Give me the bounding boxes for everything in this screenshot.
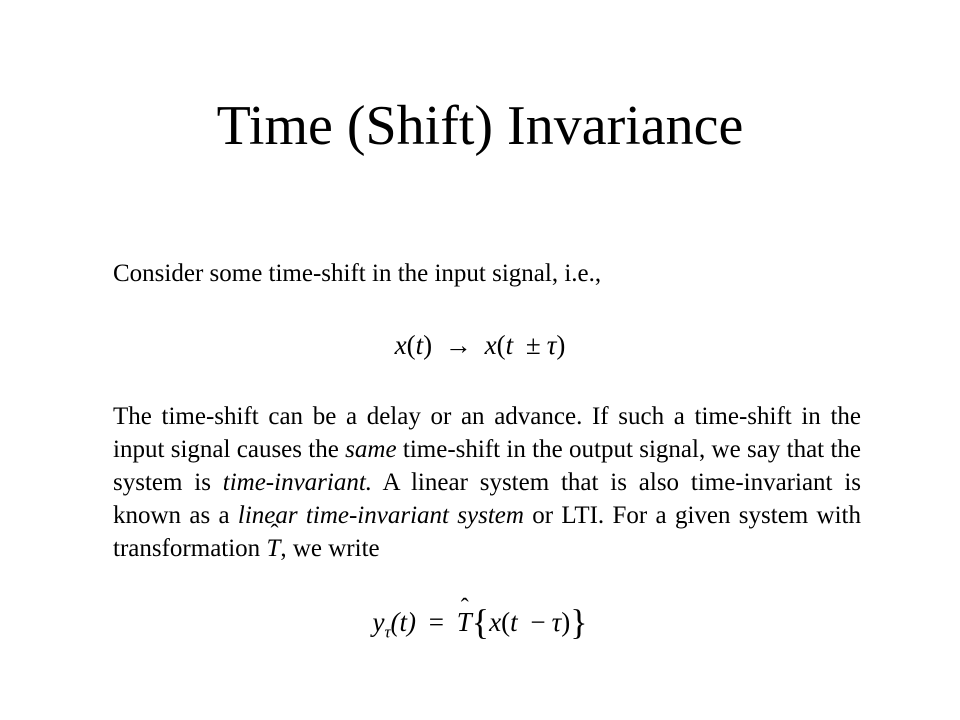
para-part-2: time-shift in the output signal, we say that the system is: [113, 436, 861, 496]
eq-plus-minus: ±: [525, 330, 541, 360]
eq-rhs-arg: t: [505, 330, 514, 360]
para-emphasis-time-invariant: time-invariant.: [222, 469, 373, 496]
eq2-equals: =: [428, 607, 445, 637]
para-emphasis-lti: linear time-invariant system: [237, 502, 524, 529]
eq-lhs-close: ): [423, 330, 433, 360]
eq2-inner-open: (: [501, 607, 511, 637]
eq2-lhs-subscript: τ: [384, 622, 391, 642]
eq2-inner-var: x: [489, 607, 502, 637]
equation-output: [0, 604, 960, 650]
eq-rhs-var: x: [484, 330, 497, 360]
para-operator-t-hat: ˆ T: [266, 532, 280, 565]
definition-paragraph: [113, 400, 861, 565]
para-emphasis-same: same: [345, 436, 397, 463]
eq-arrow: →: [444, 330, 472, 360]
eq-lhs-var: x: [394, 330, 407, 360]
eq2-open-brace: {: [471, 602, 490, 642]
eq2-minus: −: [530, 607, 546, 637]
eq-rhs-close: ): [556, 330, 566, 360]
equation-time-shift: [0, 327, 960, 363]
eq-lhs-open: (: [406, 330, 416, 360]
para-part-3: A linear system that is also time-invariant is known as a: [113, 469, 861, 529]
eq2-inner-tau: τ: [551, 607, 562, 637]
slide-title: Time (Shift) Invariance: [216, 95, 744, 157]
para-part-1: The time-shift can be a delay or an advance. If such a time-shift in the input signal causes the: [113, 403, 861, 463]
para-part-4: or LTI. For a given system with transformation: [113, 502, 861, 562]
eq2-lhs-arg: (t): [390, 607, 417, 637]
eq2-operator-t-hat: ˆ T: [457, 604, 472, 640]
eq2-inner-close: ): [561, 607, 571, 637]
eq2-close-brace: }: [570, 602, 588, 642]
eq2-lhs-var: y: [372, 607, 385, 637]
eq-rhs-open: (: [496, 330, 506, 360]
eq-rhs-tau: τ: [546, 330, 557, 360]
eq2-inner-t: t: [510, 607, 518, 637]
eq-lhs-arg: t: [415, 330, 424, 360]
para-part-5: , we write: [280, 535, 380, 562]
intro-text: Consider some time-shift in the input signal, i.e.,: [113, 260, 602, 287]
